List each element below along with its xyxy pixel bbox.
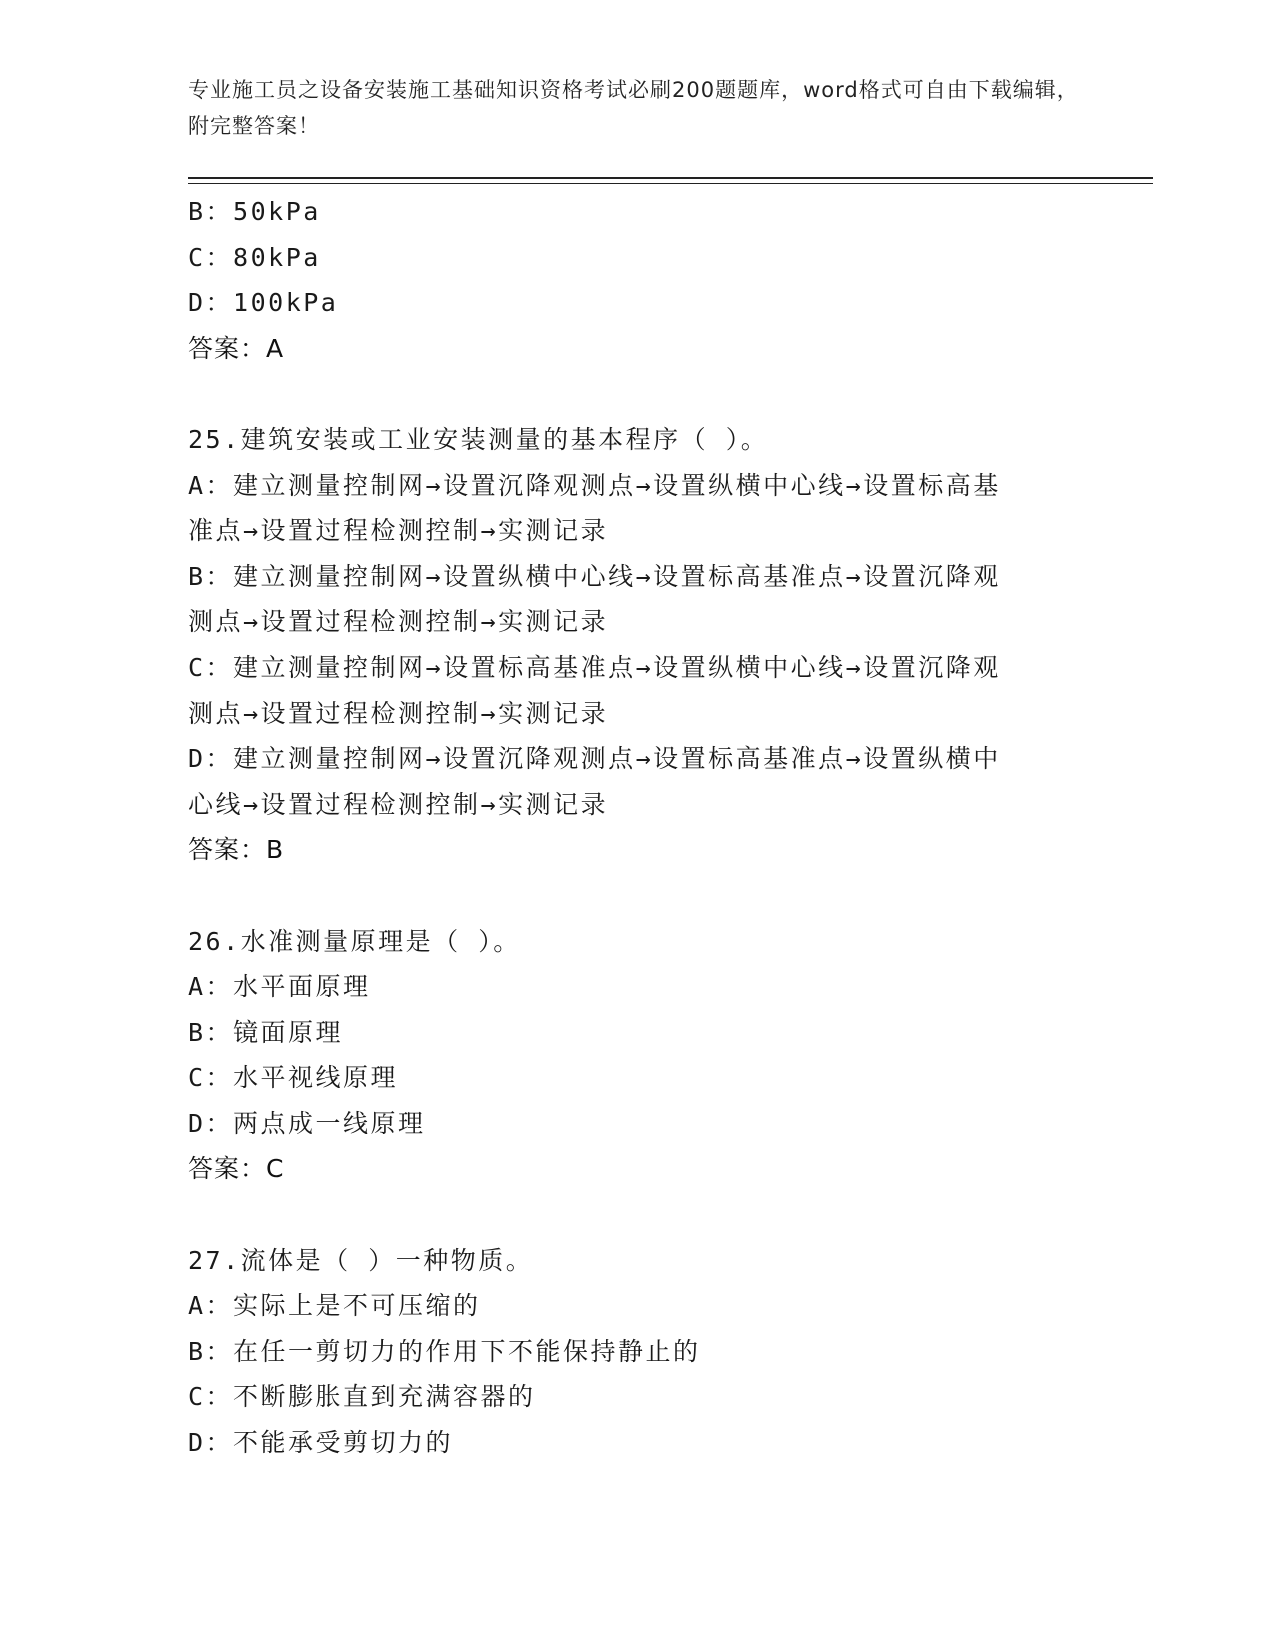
question-content: [188, 189, 1088, 1466]
header-title: 专业施工员之设备安装施工基础知识资格考试必刷200题题库，word格式可自由下载编辑，附完整答案！: [188, 78, 1079, 138]
document-header: [188, 72, 1088, 144]
answer-line: 答案：A: [188, 333, 285, 363]
question-text-line: A：水平面原理: [188, 972, 371, 1002]
question-text-line: D：两点成一线原理: [188, 1108, 426, 1138]
header-divider-thin: [188, 183, 1153, 184]
question-text-line: D：不能承受剪切力的: [188, 1428, 454, 1458]
block-spacer: [188, 1192, 1088, 1238]
question-text-line: A：建立测量控制网→设置沉降观测点→设置纵横中心线→设置标高基: [188, 470, 1001, 500]
question-text-line: D：建立测量控制网→设置沉降观测点→设置标高基准点→设置纵横中: [188, 744, 1001, 774]
question-text-line: C：不断膨胀直到充满容器的: [188, 1382, 536, 1412]
question-text-line: A：实际上是不可压缩的: [188, 1291, 481, 1321]
question-text-line: 测点→设置过程检测控制→实测记录: [188, 607, 609, 637]
question-text-line: C：80kPa: [188, 242, 321, 272]
question-text-line: 26.水准测量原理是（ ）。: [188, 926, 521, 956]
question-text-line: 25.建筑安装或工业安装测量的基本程序（ ）。: [188, 424, 769, 454]
question-text-line: 27.流体是（ ）一种物质。: [188, 1245, 534, 1275]
question-text-line: D：100kPa: [188, 288, 339, 318]
block-spacer: [188, 873, 1088, 919]
header-divider-thick: [188, 177, 1153, 179]
question-text-line: C：建立测量控制网→设置标高基准点→设置纵横中心线→设置沉降观: [188, 652, 1001, 682]
question-text-line: B：建立测量控制网→设置纵横中心线→设置标高基准点→设置沉降观: [188, 561, 1001, 591]
answer-line: 答案：B: [188, 835, 285, 865]
answer-line: 答案：C: [188, 1154, 285, 1184]
question-text-line: 准点→设置过程检测控制→实测记录: [188, 516, 609, 546]
block-spacer: [188, 371, 1088, 417]
question-text-line: B：在任一剪切力的作用下不能保持静止的: [188, 1336, 701, 1366]
question-text-line: C：水平视线原理: [188, 1063, 399, 1093]
question-text-line: B：镜面原理: [188, 1017, 344, 1047]
question-text-line: 心线→设置过程检测控制→实测记录: [188, 789, 609, 819]
question-text-line: 测点→设置过程检测控制→实测记录: [188, 698, 609, 728]
question-text-line: B：50kPa: [188, 197, 321, 226]
